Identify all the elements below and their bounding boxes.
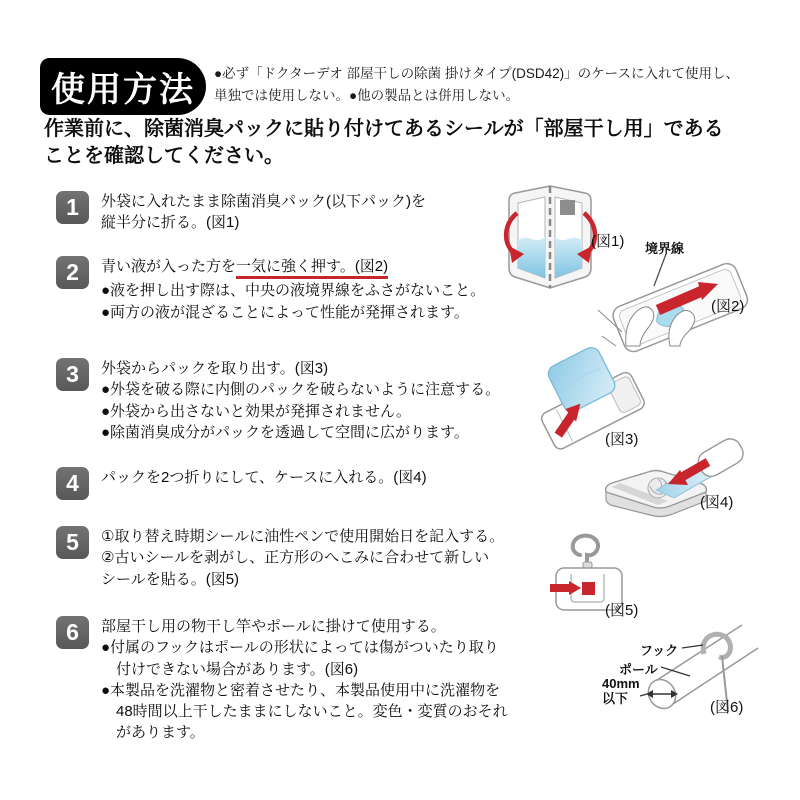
step-2-prefix: 青い液が入った方を [101,258,237,275]
step-6-bullet2-line3: があります。 [116,724,205,742]
fig5-label: (図5) [605,602,639,619]
replacement-sticker [582,582,595,595]
step-5-text [101,526,571,590]
fig1-illustration [503,183,598,295]
intro-line1: 作業前に、除菌消臭パックに貼り付けてあるシールが「部屋干し用」である [44,118,724,140]
header-note-line1: ●必ず「ドクターデオ 部屋干しの除菌 掛けタイプ(DSD42)」のケースに入れて使用し、 [214,66,740,81]
hook [573,536,598,563]
hanger-hook [703,634,730,657]
step-1-text [101,191,571,234]
step-2-line1 [101,256,571,277]
step-1-line1: 外袋に入れたまま除菌消臭パック(以下パック)を [101,193,426,210]
fig6-hook-label: フック [640,643,679,658]
step-2-bullet2: ●両方の液が混ざることによって性能が発揮されます。 [101,303,469,321]
step-6 [56,616,571,744]
step-5-number: 5 [56,526,89,559]
step-3-text [101,358,571,443]
step-5 [56,526,571,590]
step-3 [56,358,571,443]
step-5-line1: ①取り替え時期シールに油性ペンで使用開始日を記入する。 [101,528,505,545]
step-4-text [101,467,571,500]
annotation-leader-line [654,254,666,286]
step-6-line1: 部屋干し用の物干し竿やポールに掛けて使用する。 [101,618,446,635]
step-5-line2: ②古いシールを剥がし、正方形のへこみに合わせて新しい [101,549,490,567]
step-4-number: 4 [56,467,89,500]
step-3-number: 3 [56,358,89,391]
step-1-line2: 縦半分に折る。(図1) [101,214,240,232]
step-2-number: 2 [56,256,89,289]
fig2-annotation-boundary-line: 境界線 [645,241,685,256]
step-6-bullet1-line1: ●付属のフックはポールの形状によっては傷がついたり取り [101,639,499,657]
fig4-label: (図4) [700,494,734,511]
step-1 [56,191,571,234]
step-3-bullet3: ●除菌消臭成分がパックを透過して空間に広がります。 [101,423,469,441]
intro-line2: ことを確認してください。 [44,145,284,167]
step-4 [56,467,571,500]
step-2 [56,256,571,323]
step-2-bullet1: ●液を押し出す際は、中央の液境界線をふさがないこと。 [101,282,486,300]
section-title-badge [40,58,206,115]
step-3-line1: 外袋からパックを取り出す。(図3) [101,360,329,377]
fig2-label: (図2) [711,298,745,315]
section-title: 使用方法 [51,71,195,109]
intro-text [44,116,744,170]
step-2-underlined: 一気に強く押す。(図2) [236,258,388,279]
fig3-label: (図3) [605,431,639,448]
fig6-size-label: 40mm 以下 [602,676,640,706]
header-note [214,63,774,107]
step-5-line3: シールを貼る。(図5) [101,570,240,588]
step-6-bullet1-line2: 付けできない場合があります。(図6) [116,660,359,678]
fig6-pole-label: ポール [619,662,658,677]
step-6-bullet2-line1: ●本製品を洗濯物と密着させたり、本製品使用中に洗濯物を [101,681,501,699]
step-3-bullet2: ●外袋から出さないと効果が発揮されません。 [101,402,411,420]
step-1-number: 1 [56,191,89,224]
fig6-label: (図6) [710,699,744,716]
step-6-text [101,616,571,744]
step-6-bullet2-line2: 48時間以上干したままにしないこと。変色・変質のおそれ [116,703,508,721]
step-6-number: 6 [56,616,89,649]
step-2-text [101,256,571,323]
step-4-line1: パックを2つ折りにして、ケースに入れる。(図4) [101,469,427,486]
fig1-label: (図1) [591,233,625,250]
step-3-bullet1: ●外袋を破る際に内側のパックを破らないように注意する。 [101,381,501,399]
header-note-line2: 単独では使用しない。●他の製品とは併用しない。 [214,88,520,103]
